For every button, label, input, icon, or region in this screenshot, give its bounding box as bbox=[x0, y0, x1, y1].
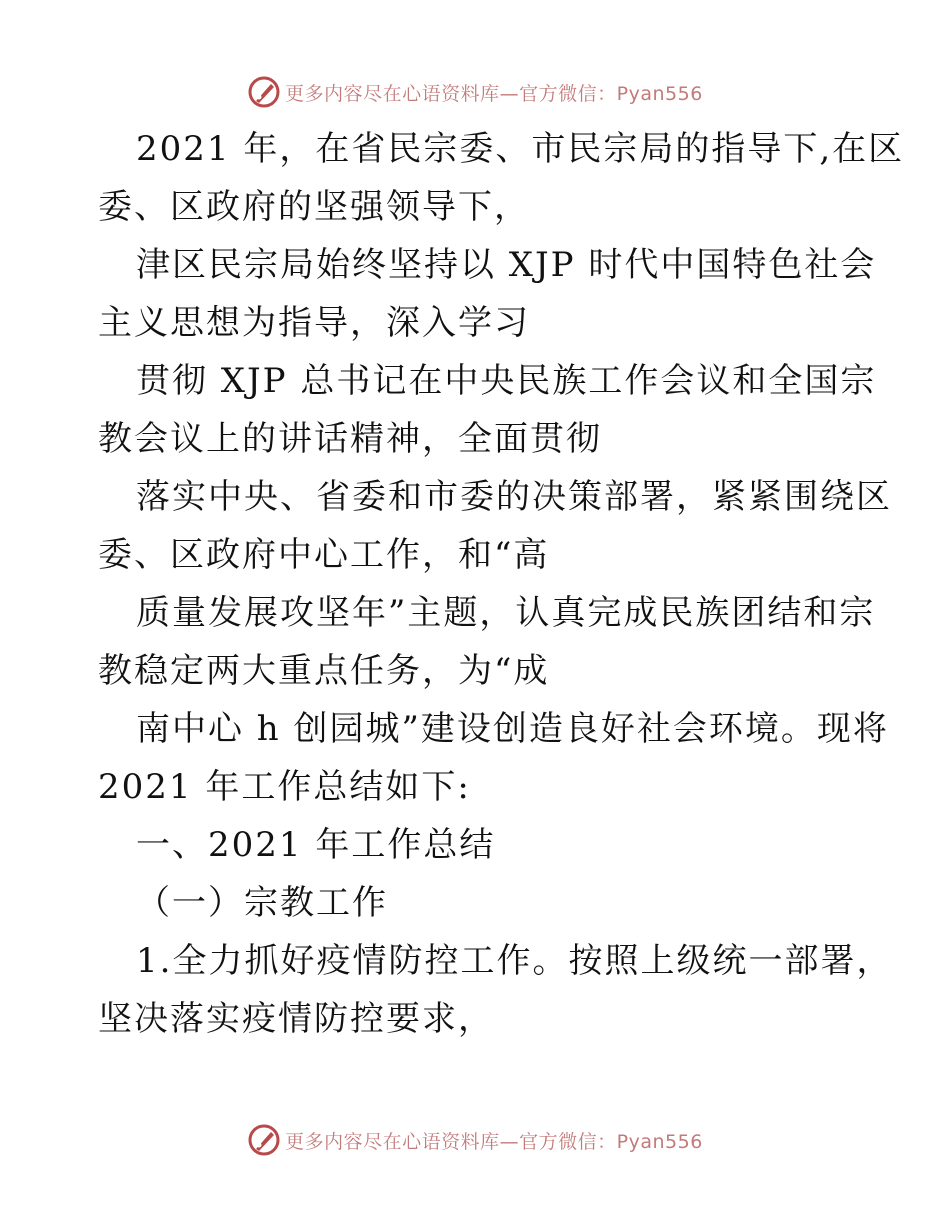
text-line: 2021 年，在省民宗委、市民宗局的指导下,在区 bbox=[136, 129, 905, 169]
footer-watermark bbox=[0, 1120, 950, 1160]
text-line: 坚决落实疫情防控要求， bbox=[98, 999, 494, 1039]
section-heading bbox=[98, 816, 858, 874]
paragraph bbox=[98, 700, 889, 816]
document-body bbox=[98, 120, 905, 1048]
watermark-text: 更多内容尽在心语资料库—官方微信：Pyan556 bbox=[285, 1130, 703, 1153]
header-watermark bbox=[0, 72, 950, 112]
pen-circle-logo-icon bbox=[247, 75, 281, 109]
text-line: 教稳定两大重点任务，为“成 bbox=[98, 651, 550, 691]
text-line: 1.全力抓好疫情防控工作。按照上级统一部署， bbox=[136, 941, 893, 981]
text-line: 落实中央、省委和市委的决策部署，紧紧围绕区 bbox=[136, 477, 892, 517]
text-line: 主义思想为指导，深入学习 bbox=[98, 303, 530, 343]
text-line: 委、区政府中心工作，和“高 bbox=[98, 535, 550, 575]
subsection-heading bbox=[98, 874, 858, 932]
text-line: 一、2021 年工作总结 bbox=[136, 825, 496, 865]
paragraph bbox=[98, 352, 877, 468]
paragraph bbox=[98, 932, 893, 1048]
paragraph bbox=[98, 584, 876, 700]
text-line: 津区民宗局始终坚持以 XJP 时代中国特色社会 bbox=[136, 245, 877, 285]
paragraph bbox=[98, 468, 892, 584]
watermark-text: 更多内容尽在心语资料库—官方微信：Pyan556 bbox=[285, 82, 703, 105]
text-line: （一）宗教工作 bbox=[136, 883, 388, 923]
text-line: 贯彻 XJP 总书记在中央民族工作会议和全国宗 bbox=[136, 361, 877, 401]
pen-circle-logo-icon bbox=[247, 1123, 281, 1157]
paragraph bbox=[98, 120, 905, 236]
text-line: 质量发展攻坚年”主题，认真完成民族团结和宗 bbox=[136, 593, 876, 633]
text-line: 教会议上的讲话精神，全面贯彻 bbox=[98, 419, 602, 459]
text-line: 委、区政府的坚强领导下， bbox=[98, 187, 530, 227]
text-line: 2021 年工作总结如下: bbox=[98, 767, 471, 807]
text-line: 南中心 h 创园城”建设创造良好社会环境。现将 bbox=[136, 709, 889, 749]
paragraph bbox=[98, 236, 877, 352]
